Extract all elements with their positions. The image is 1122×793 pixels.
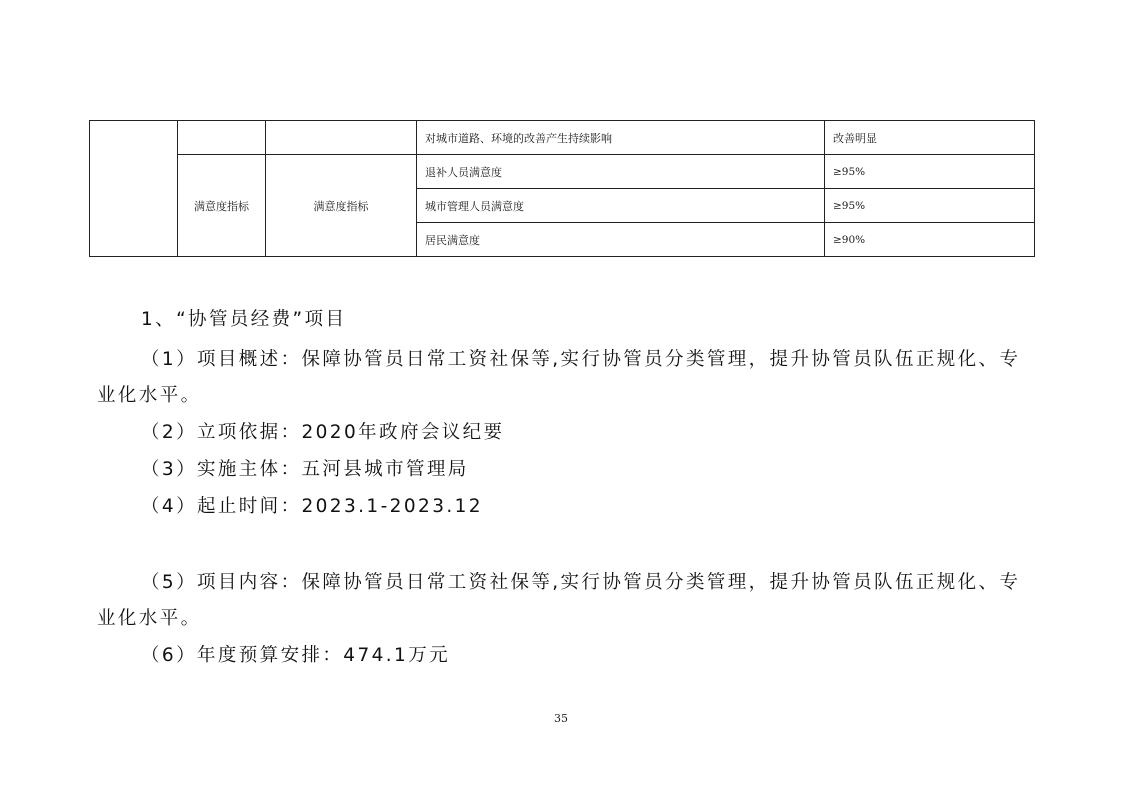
indicator-description: 居民满意度	[417, 223, 825, 257]
annual-budget: （6）年度预算安排：474.1万元	[141, 645, 451, 666]
table-cell-level2	[266, 121, 417, 155]
project-period: （4）起止时间：2023.1-2023.12	[141, 496, 483, 517]
indicator-value: ≥90%	[825, 223, 1035, 257]
implementing-entity: （3）实施主体：五河县城市管理局	[141, 459, 469, 480]
section-heading: 1、“协管员经费”项目	[141, 309, 347, 330]
project-overview-line1: （1）项目概述：保障协管员日常工资社保等,实行协管员分类管理，提升协管员队伍正规化、专	[141, 349, 1021, 370]
project-overview-line2: 业化水平。	[97, 385, 202, 406]
indicator-description: 退补人员满意度	[417, 155, 825, 189]
table-cell-level1	[178, 121, 266, 155]
indicator-value: 改善明显	[825, 121, 1035, 155]
table-row	[90, 155, 1035, 189]
indicator-value: ≥95%	[825, 189, 1035, 223]
project-content-line2: 业化水平。	[97, 608, 202, 629]
table-cell-category	[90, 121, 178, 257]
performance-indicator-table	[89, 120, 1035, 257]
indicator-description: 对城市道路、环境的改善产生持续影响	[417, 121, 825, 155]
indicator-description: 城市管理人员满意度	[417, 189, 825, 223]
indicator-value: ≥95%	[825, 155, 1035, 189]
project-content-line1: （5）项目内容：保障协管员日常工资社保等,实行协管员分类管理，提升协管员队伍正规化、专	[141, 572, 1021, 593]
table-row	[90, 121, 1035, 155]
project-basis: （2）立项依据：2020年政府会议纪要	[141, 422, 505, 443]
satisfaction-level1-label: 满意度指标	[178, 155, 266, 257]
page-number: 35	[554, 712, 568, 725]
satisfaction-level2-label: 满意度指标	[266, 155, 417, 257]
